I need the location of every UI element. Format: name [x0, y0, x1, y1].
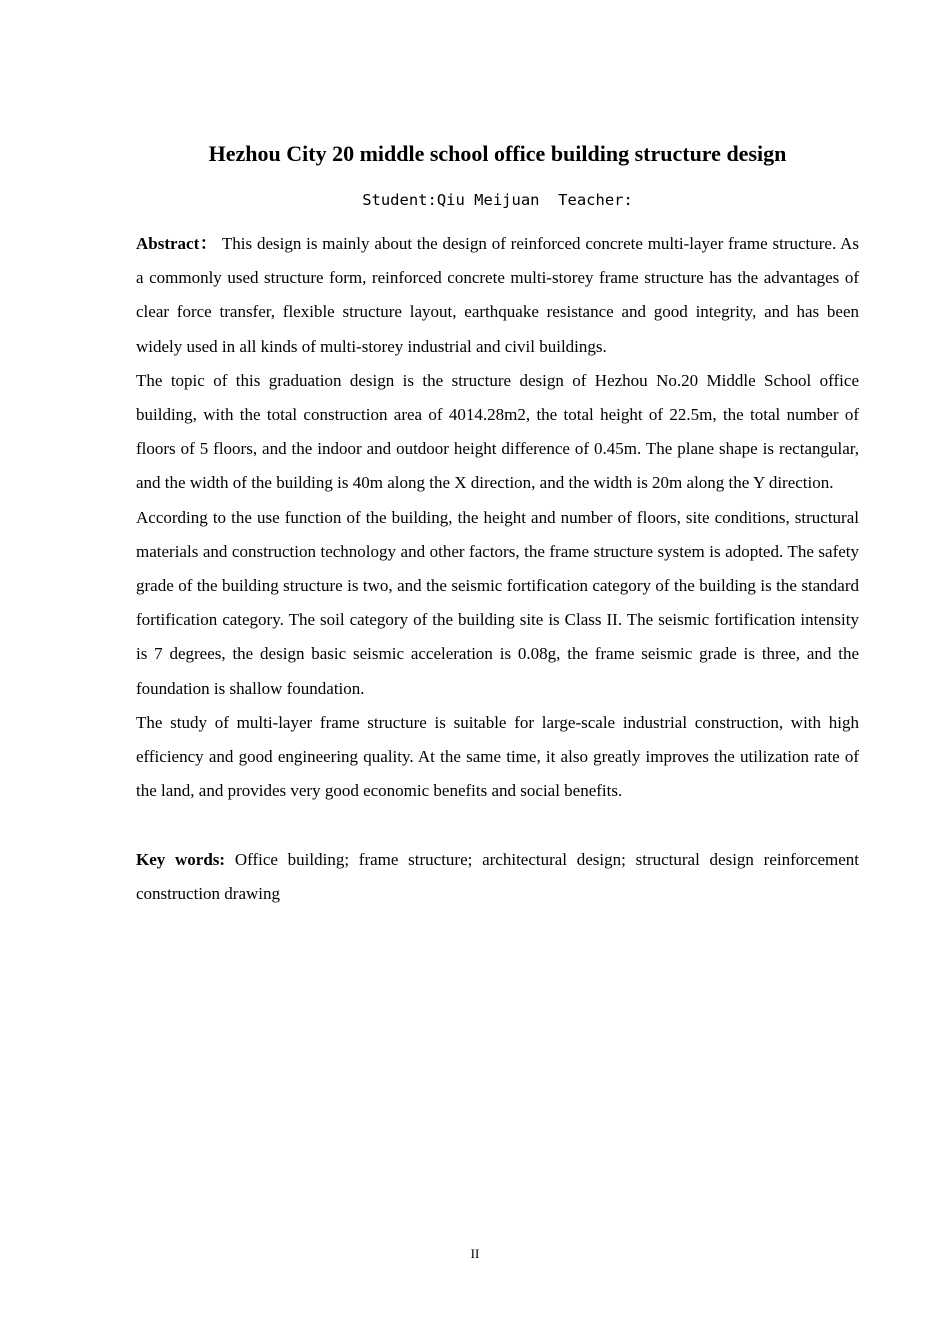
abstract-paragraph: The study of multi-layer frame structure is suitable for large-scale industrial construction, with high efficiency and good engineering quality. At the same time, it also greatly improves the utilization rate of the land, and provides very good economic benefits and social benefits.: [136, 712, 859, 801]
abstract-section: [136, 227, 859, 911]
abstract-paragraph: According to the use function of the building, the height and number of floors, site conditions, structural materials and construction technology and other factors, the frame structure system is adopted. The safety grade of the building structure is two, and the seismic fortification category of the building is the standard fortification category. The soil category of the building site is Class II. The seismic fortification intensity is 7 degrees, the design basic seismic acceleration is 0.08g, the frame seismic grade is three, and the foundation is shallow foundation.: [136, 507, 859, 698]
abstract-paragraph: [136, 227, 859, 364]
keywords-text: Office building; frame structure; architectural design; structural design reinforcement construction drawing: [136, 849, 859, 903]
abstract-text: This design is mainly about the design of reinforced concrete multi-layer frame structure. As a commonly used structure form, reinforced concrete multi-storey frame structure has the advantages of clear force transfer, flexible structure layout, earthquake resistance and good integrity, and has been widely used in all kinds of multi-storey industrial and civil buildings.: [136, 234, 859, 356]
keywords-label: Key words:: [136, 849, 226, 869]
author-byline: Student:Qiu Meijuan Teacher:: [362, 191, 633, 209]
section-spacer: [136, 808, 859, 842]
document-title: Hezhou City 20 middle school office building structure design: [208, 141, 787, 166]
abstract-paragraph: The topic of this graduation design is the structure design of Hezhou No.20 Middle School office building, with the total construction area of 4014.28m2, the total height of 22.5m, the total number of floors of 5 floors, and the indoor and outdoor height difference of 0.45m. The plane shape is rectangular, and the width of the building is 40m along the X direction, and the width is 20m along the Y direction.: [136, 370, 859, 493]
abstract-label: Abstract：: [136, 234, 218, 253]
keywords-paragraph: [136, 843, 859, 911]
page-number: II: [470, 1246, 480, 1261]
